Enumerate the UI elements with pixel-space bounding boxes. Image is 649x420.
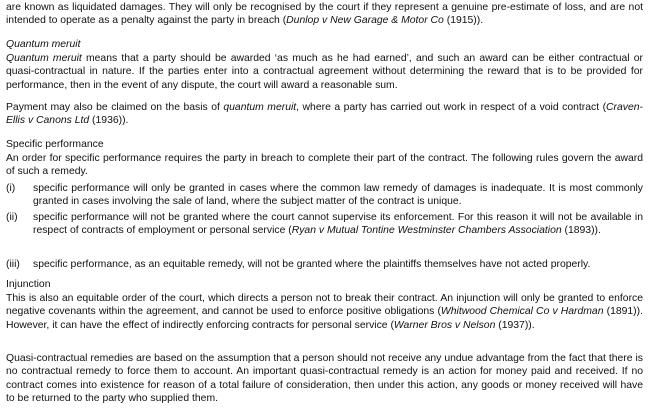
- injunction-text-a: This is also an equitable order of the court, which directs a person not to break their contract. An injunction will only be granted to enforce negative covenants within the agreement, and cannot be used to enforce positive obligations (: [6, 293, 643, 318]
- rule-item-1: [6, 182, 643, 209]
- quantum-payment-text-b: , where a party has carried out work in respect of a void contract (: [296, 102, 607, 113]
- specific-performance-heading: Specific performance: [6, 139, 104, 150]
- quasi-contractual-paragraph: Quasi-contractual remedies are based on the assumption that a person should not receive any undue advantage from the fact that there is no contractual remedy to force them to account. An important quasi-contractual remedy is an action for money paid and received. If no contract comes into existence for reason of a total failure of consideration, then under this action, any goods or money received will have to be returned to the party who supplied them.: [6, 353, 643, 404]
- case-ryan: Ryan v Mutual Tontine Westminster Chambers Association: [291, 225, 562, 237]
- injunction-paragraph: [6, 292, 643, 332]
- quantum-term: Quantum meruit: [6, 53, 82, 64]
- case-whitwood: Whitwood Chemical Co v Hardman: [440, 306, 604, 318]
- quantum-payment-paragraph: [6, 101, 643, 128]
- quantum-payment-term: quantum meruit: [223, 102, 297, 113]
- injunction-text-c: (1937)).: [495, 319, 535, 331]
- rule-number: (iii): [6, 259, 20, 270]
- rule-number: (ii): [6, 212, 18, 223]
- injunction-heading: Injunction: [6, 279, 51, 290]
- rule-text-a: specific performance will not be granted where the court cannot supervise its enforcement. For this reason it will not be available in respect of contracts of employment or personal service (: [33, 212, 643, 237]
- case-warner: Warner Bros v Nelson: [393, 319, 496, 331]
- intro-paragraph: [6, 1, 643, 28]
- case-craven-ellis: Craven-Ellis v Canons Ltd: [6, 102, 644, 127]
- rule-text: specific performance, as an equitable remedy, will not be granted where the plaintiffs themselves have not acted properly.: [33, 259, 591, 270]
- rule-item-2: [6, 211, 643, 238]
- rule-text-b: (1893)).: [561, 225, 601, 237]
- injunction-text-b: (1891)). However, it can have the effect of indirectly enforcing contracts for personal service (: [6, 306, 643, 331]
- quantum-payment-text-a: Payment may also be claimed on the basis of: [6, 102, 224, 113]
- quantum-meruit-paragraph: [6, 52, 643, 92]
- intro-line-2-end: (1915)).: [443, 15, 484, 27]
- intro-line-1: are known as liquidated damages. They will only be recognised by the court if they represent a genuine pre-estimate of loss, and: [6, 2, 607, 13]
- quantum-payment-text-c: (1936)).: [89, 115, 129, 127]
- rule-text: [33, 211, 643, 238]
- rule-item-3: [6, 258, 643, 271]
- rule-text: specific performance will only be granted in cases where the common law remedy of damages is inadequate. It is most commonly granted in cases involving the sale of land, where the subject matter of the contract is unique.: [33, 183, 643, 208]
- rule-number: (i): [6, 183, 16, 194]
- case-dunlop: Dunlop v New Garage & Motor Co: [286, 15, 444, 27]
- specific-performance-intro: An order for specific performance requires the party in breach to complete their part of the contract. The following rules govern the award of such a remedy.: [6, 153, 643, 178]
- quantum-meruit-heading: Quantum meruit: [6, 39, 81, 50]
- intro-line-2: are not intended to operate as a penalty against the party in breach (: [6, 2, 644, 27]
- quantum-text: means that a party should be awarded ‘as much as he had earned’, and such an award can be either contractual or quasi-contractual in nature. If the parties enter into a contractual agreement without determining the reward that is to be provided for performance, then in the event of any dispute, the court will award a reasonable sum.: [6, 53, 643, 91]
